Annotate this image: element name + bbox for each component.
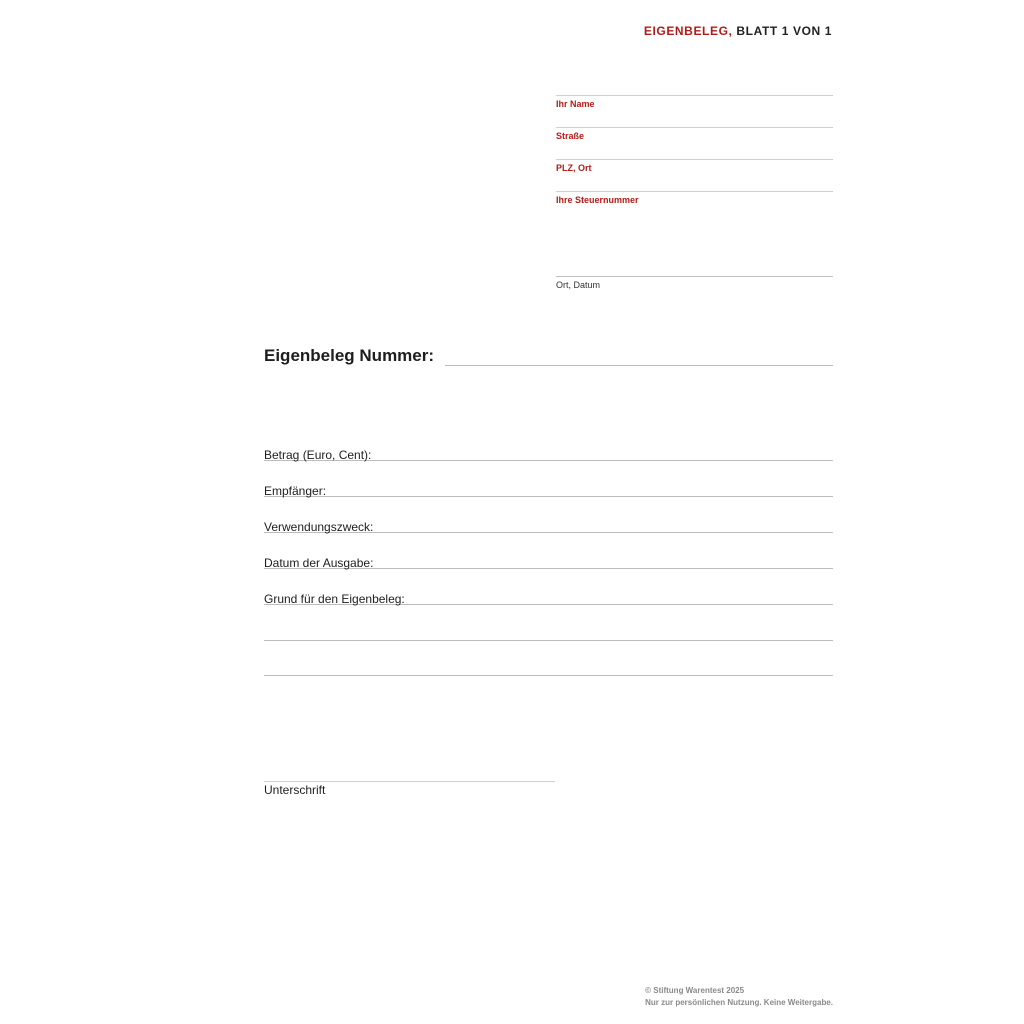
place-date-label: Ort, Datum bbox=[556, 280, 601, 290]
tax-number-label: Ihre Steuernummer bbox=[556, 195, 639, 205]
purpose-label: Verwendungszweck: bbox=[264, 520, 374, 534]
name-field[interactable] bbox=[556, 95, 833, 127]
recipient-field[interactable] bbox=[264, 461, 833, 497]
header-title: EIGENBELEG, bbox=[643, 24, 733, 38]
receipt-number-label: Eigenbeleg Nummer: bbox=[264, 346, 435, 365]
copyright-text: © Stiftung Warentest 2025 bbox=[645, 986, 745, 995]
signature-field[interactable] bbox=[264, 781, 555, 797]
date-label: Datum der Ausgabe: bbox=[264, 556, 374, 570]
city-label: PLZ, Ort bbox=[556, 163, 592, 173]
usage-note: Nur zur persönlichen Nutzung. Keine Weitergabe. bbox=[645, 998, 833, 1007]
name-label: Ihr Name bbox=[556, 99, 595, 109]
page-footer bbox=[645, 985, 833, 1009]
reason-line-2[interactable] bbox=[264, 605, 833, 641]
receipt-number-row bbox=[264, 346, 833, 366]
header-sheet-count: BLATT 1 VON 1 bbox=[732, 24, 832, 38]
recipient-label: Empfänger: bbox=[264, 484, 327, 498]
reason-field[interactable] bbox=[264, 569, 833, 605]
reason-line-3[interactable] bbox=[264, 641, 833, 677]
street-field[interactable] bbox=[556, 127, 833, 159]
sender-block bbox=[556, 95, 833, 277]
receipt-fields bbox=[264, 425, 833, 676]
street-label: Straße bbox=[556, 131, 585, 141]
reason-label: Grund für den Eigenbeleg: bbox=[264, 592, 405, 606]
place-date-field[interactable] bbox=[556, 276, 833, 290]
receipt-number-field[interactable] bbox=[445, 346, 833, 366]
page-header bbox=[644, 24, 832, 38]
amount-label: Betrag (Euro, Cent): bbox=[264, 448, 372, 462]
city-field[interactable] bbox=[556, 159, 833, 191]
signature-label: Unterschrift bbox=[264, 783, 326, 797]
tax-number-field[interactable] bbox=[556, 191, 833, 277]
purpose-field[interactable] bbox=[264, 497, 833, 533]
amount-field[interactable] bbox=[264, 425, 833, 461]
date-field[interactable] bbox=[264, 533, 833, 569]
